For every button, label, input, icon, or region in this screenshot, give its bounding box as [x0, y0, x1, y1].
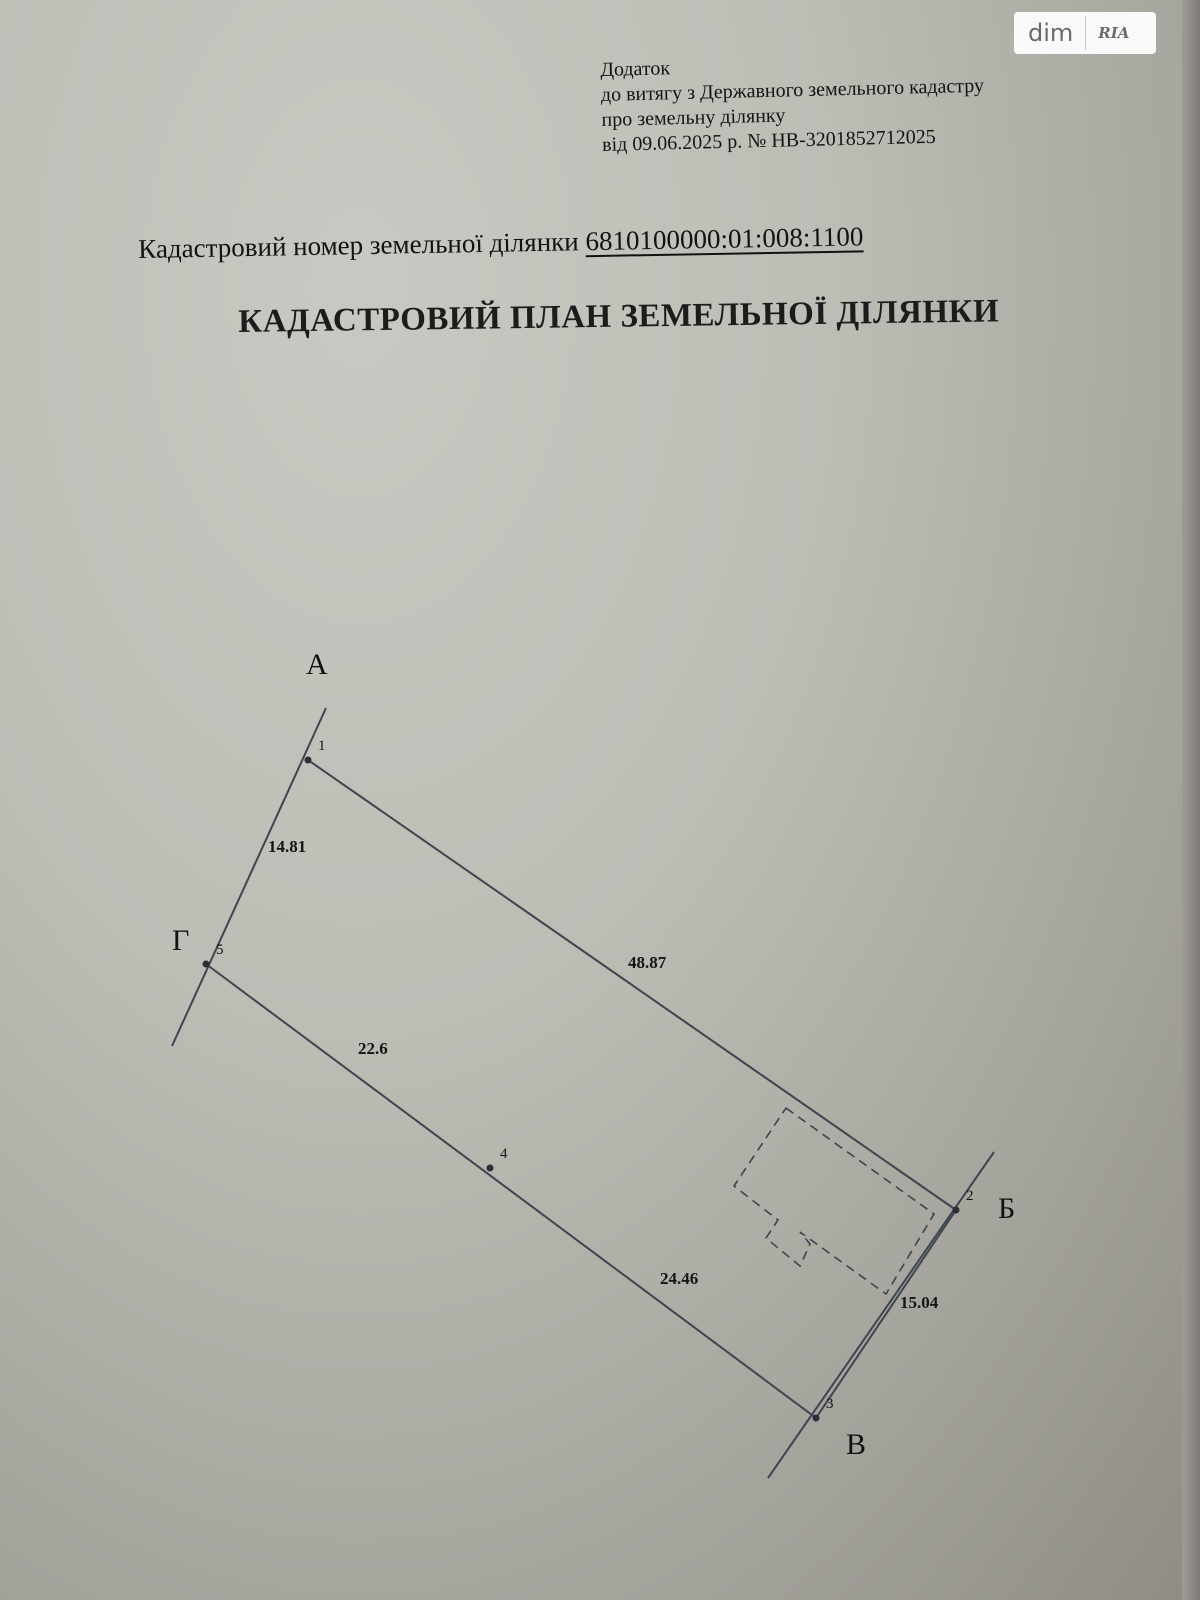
point-1-marker — [305, 757, 312, 764]
neighbor-g-label: Г — [172, 924, 190, 957]
annex-line-3: про земельну ділянку — [601, 104, 786, 131]
dimension-3-4: 24.46 — [660, 1269, 699, 1288]
neighbor-line-east — [768, 1152, 994, 1478]
annex-line-1: Додаток — [600, 57, 671, 81]
boundary-1-2 — [308, 760, 956, 1210]
building-outline — [734, 1108, 934, 1294]
cadastral-label: Кадастровий номер земельної ділянки — [138, 226, 579, 264]
dimension-2-3: 15.04 — [900, 1293, 939, 1312]
logo-text: dim — [1014, 16, 1086, 50]
ria-logo-icon: RIA — [1098, 24, 1130, 42]
annex-line-2: до витягу з Державного земельного кадастру — [600, 74, 985, 106]
point-3-marker — [813, 1415, 820, 1422]
boundary-3-5 — [206, 964, 816, 1418]
point-4-marker — [487, 1165, 494, 1172]
dimension-5-1: 14.81 — [268, 837, 307, 856]
point-1-label: 1 — [318, 738, 326, 754]
point-4-label: 4 — [500, 1146, 508, 1162]
neighbor-v-label: В — [846, 1428, 867, 1461]
point-2-label: 2 — [966, 1188, 974, 1204]
neighbor-a-label: А — [306, 648, 328, 681]
neighbor-b-label: Б — [998, 1192, 1016, 1225]
point-5-marker — [203, 961, 210, 968]
annex-line-4: від 09.06.2025 р. № НВ-3201852712025 — [601, 125, 936, 156]
point-2-marker — [953, 1207, 960, 1214]
boundary-2-3 — [816, 1210, 956, 1418]
dimension-1-2: 48.87 — [628, 953, 667, 972]
cadastral-number: 6810100000:01:008:1100 — [585, 221, 864, 257]
point-3-label: 3 — [826, 1396, 834, 1412]
dimension-4-5: 22.6 — [358, 1039, 388, 1058]
plan-title: КАДАСТРОВИЙ ПЛАН ЗЕМЕЛЬНОЇ ДІЛЯНКИ — [238, 293, 1000, 340]
point-5-label: 5 — [216, 942, 224, 958]
